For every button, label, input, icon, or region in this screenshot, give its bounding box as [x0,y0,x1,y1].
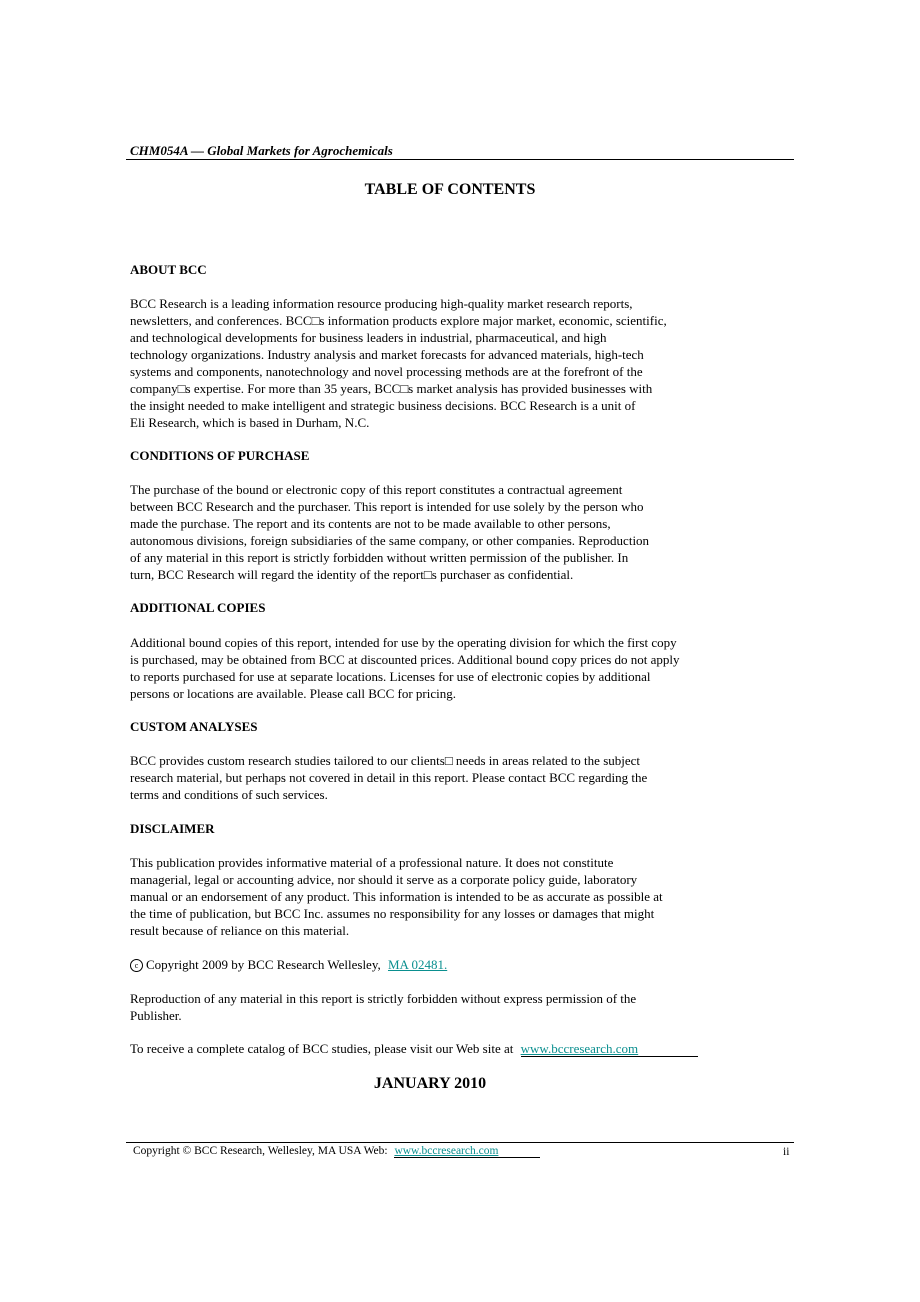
text-line: and technological developments for business leaders in industrial, pharmaceutical, and high [130,330,607,345]
section-body-custom [130,752,730,803]
copyright-icon: c [130,959,143,972]
footer-website-link[interactable]: www.bccresearch.com [394,1145,540,1158]
text-line: Additional bound copies of this report, intended for use by the operating division for which the first copy [130,635,677,650]
footer [133,1145,540,1157]
section-heading-conditions: CONDITIONS OF PURCHASE [130,448,310,463]
page-number: ii [783,1146,790,1158]
section-heading-about: ABOUT BCC [130,262,207,277]
copyright-line [130,956,730,973]
text-line: the time of publication, but BCC Inc. assumes no responsibility for any losses or damages that might [130,906,655,921]
section-heading-disclaimer: DISCLAIMER [130,821,215,836]
section-body-about [130,295,730,431]
footer-text: Copyright © BCC Research, Wellesley, MA USA Web: [133,1145,388,1157]
section-body-disclaimer [130,854,730,939]
text-line: Reproduction of any material in this report is strictly forbidden without express permission of the [130,991,637,1006]
section-body-conditions [130,481,730,583]
text-line: is purchased, may be obtained from BCC at discounted prices. Additional bound copy prices do not apply [130,652,680,667]
text-line: turn, BCC Research will regard the identity of the report□s purchaser as confidential. [130,567,574,582]
text-line: Eli Research, which is based in Durham, N.C. [130,415,370,430]
text-line: company□s expertise. For more than 35 years, BCC□s market analysis has provided businesses with [130,381,653,396]
text-line: managerial, legal or accounting advice, nor should it serve as a corporate policy guide, laboratory [130,872,638,887]
text-line: technology organizations. Industry analysis and market forecasts for advanced materials, high-tech [130,347,644,362]
text-line: systems and components, nanotechnology and novel processing methods are at the forefront of the [130,364,643,379]
text-line: This publication provides informative material of a professional nature. It does not constitute [130,855,614,870]
text-line: made the purchase. The report and its contents are not to be made available to other persons, [130,516,611,531]
text-line: of any material in this report is strictly forbidden without written permission of the publisher. In [130,550,629,565]
text-line: persons or locations are available. Please call BCC for pricing. [130,686,456,701]
text-line: the insight needed to make intelligent and strategic business decisions. BCC Research is a unit of [130,398,636,413]
reproduction-notice [130,990,730,1024]
address-link[interactable]: MA 02481. [387,957,448,972]
page-title: TABLE OF CONTENTS [364,181,536,198]
text-line: terms and conditions of such services. [130,787,328,802]
header-rule [126,159,794,160]
catalog-text: To receive a complete catalog of BCC studies, please visit our Web site at [130,1041,514,1056]
text-line: to reports purchased for use at separate locations. Licenses for use of electronic copies by additional [130,669,651,684]
publication-date: JANUARY 2010 [373,1075,487,1092]
copyright-text: Copyright 2009 by BCC Research Wellesley, [146,957,381,972]
section-heading-additional: ADDITIONAL COPIES [130,600,266,615]
header-title: CHM054A — Global Markets for Agrochemicals [130,143,393,158]
section-heading-custom: CUSTOM ANALYSES [130,719,258,734]
text-line: BCC Research is a leading information resource producing high-quality market research reports, [130,296,633,311]
text-line: between BCC Research and the purchaser. This report is intended for use solely by the person who [130,499,644,514]
text-line: research material, but perhaps not covered in detail in this report. Please contact BCC regarding the [130,770,648,785]
website-link[interactable]: www.bccresearch.com [521,1041,699,1057]
catalog-line [130,1040,730,1057]
text-line: manual or an endorsement of any product. This information is intended to be as accurate as possible at [130,889,663,904]
text-line: autonomous divisions, foreign subsidiaries of the same company, or other companies. Reproduction [130,533,650,548]
text-line: The purchase of the bound or electronic copy of this report constitutes a contractual agreement [130,482,623,497]
text-line: newsletters, and conferences. BCC□s information products explore major market, economic, scientific, [130,313,667,328]
text-line: BCC provides custom research studies tailored to our clients□ needs in areas related to the subject [130,753,641,768]
text-line: result because of reliance on this material. [130,923,350,938]
footer-rule [126,1142,794,1143]
section-body-additional [130,634,730,702]
text-line: Publisher. [130,1008,182,1023]
